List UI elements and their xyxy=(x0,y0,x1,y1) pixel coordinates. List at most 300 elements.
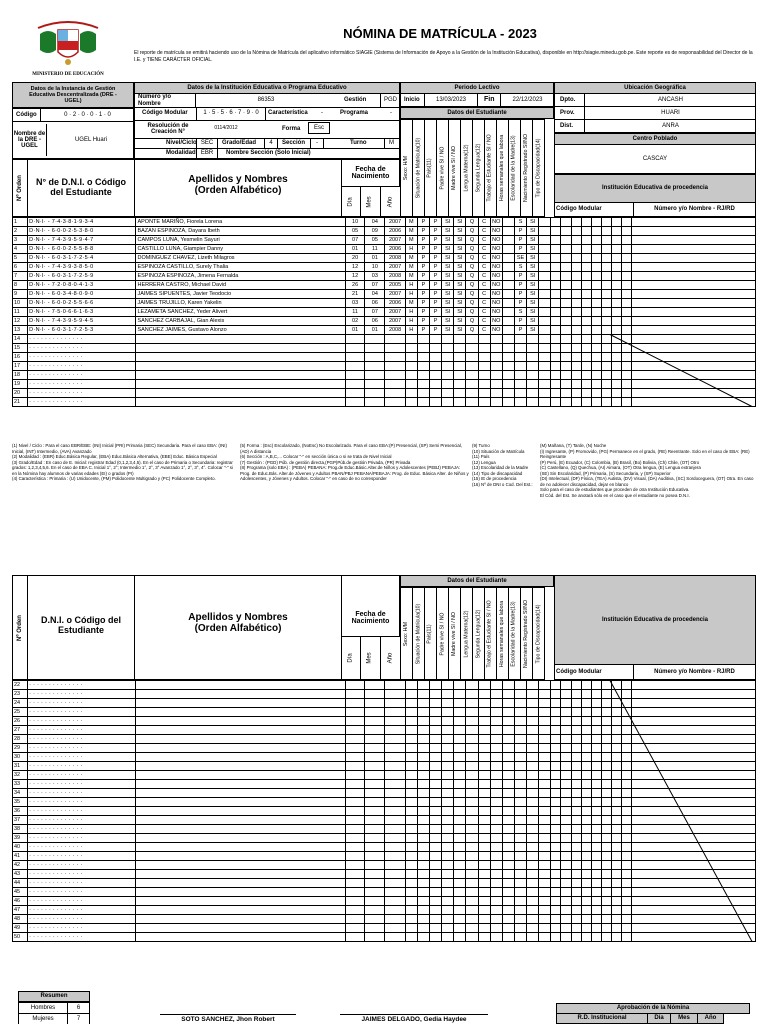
row-number: 11 xyxy=(13,308,28,317)
modular-code-value: 1 · 5 · 5 · 6 · 7 · 9 · 0 xyxy=(196,107,266,120)
dni-cell: · · · · · · · · · · · · · · xyxy=(28,888,136,897)
institution-number: 86353 xyxy=(257,97,275,104)
row-cell: C xyxy=(478,254,490,263)
date-column-header: Día xyxy=(347,196,354,207)
row-cell: NO xyxy=(492,255,501,261)
row-cell: 04 xyxy=(365,290,385,299)
dni-cell: D·N·I· - 7·4·3·8·1·9·3·4 xyxy=(28,218,136,227)
row-cell: P xyxy=(514,236,526,245)
row-number: 21 xyxy=(13,398,28,407)
row-cell: 2006 xyxy=(385,245,405,254)
row-number: 37 xyxy=(13,816,28,825)
vertical-column-header: Tipo de Discapacidad(14) xyxy=(535,138,542,198)
dni-cell: · · · · · · · · · · · · · · xyxy=(28,780,136,789)
signature-director: SOTO SANCHEZ, Jhon Robert xyxy=(160,1014,296,1023)
student-name: ESPINOZA ESPINOZA, Jimena Fernalda xyxy=(136,272,346,281)
dni-cell: · · · · · · · · · · · · · · xyxy=(28,344,136,353)
vertical-column-header: Nacimiento Registrado SI/NO xyxy=(523,599,530,668)
student-name: ESPINOZA CASTILLO, Surely Thalia xyxy=(136,263,346,272)
row-cell: SI xyxy=(454,263,466,272)
row-cell: P xyxy=(417,263,429,272)
row-number: 2 xyxy=(13,227,28,236)
row-cell: H xyxy=(405,245,417,254)
row-cell: P xyxy=(429,308,441,317)
row-cell: P xyxy=(514,281,526,290)
row-number: 50 xyxy=(13,933,28,942)
row-cell: SI xyxy=(442,236,454,245)
dni-cell: · · · · · · · · · · · · · · xyxy=(28,335,136,344)
row-cell: 2007 xyxy=(385,263,405,272)
row-cell: SI xyxy=(442,227,454,236)
row-number: 9 xyxy=(13,290,28,299)
legend-col4: (M) Mañana, (T) Tarde, (N) Noche (I) Ingresante, (P) Promovido, (PG) Permanece en el grado, (RE) Reentrante. Solo en el caso de EBA: (RE) Reingresante (P) Perú, (E) Ecuador, (C) Colombia, (B) Brasil, (Bo) Bolivia, (Ch) Chile, (OT) Otro (C) Castellano, (Q) Quechua, (AI) Aimara, (OT) Otra lengua, (E) Lengua extranjera (SE) Sin Escolaridad, (P) Primaria, (S) Secundaria, y (SP) Superior (DI) Intelectual, (DF) Física, (TEA) Autista, (DV) Visual, (DA) Auditiva, (SC) Sordoceguera, (OT) Otra. En caso de no adolecer discapacidad, dejar en blanco Solo para el caso de estudiantes que proceden de otra Institución Educativa. El Cód. del Est. Se anotará sólo en el caso que el estudiante no posea D.N.I. xyxy=(540,443,754,498)
date-column-header: Día xyxy=(347,653,354,663)
dni-column-header-page2: D.N.I. o Código del Estudiante xyxy=(41,615,121,635)
dni-cell: · · · · · · · · · · · · · · xyxy=(28,681,136,690)
institution-section-title: Datos de la Institución Educativa o Programa Educativo xyxy=(134,82,400,94)
row-cell: M xyxy=(405,299,417,308)
row-cell: NO xyxy=(492,282,501,288)
dni-cell: · · · · · · · · · · · · · · xyxy=(28,807,136,816)
row-number: 49 xyxy=(13,924,28,933)
vertical-column-header: Situación de Matrícula(10) xyxy=(415,603,421,664)
row-cell: 02 xyxy=(346,317,365,326)
row-number: 6 xyxy=(13,263,28,272)
dni-cell: · · · · · · · · · · · · · · xyxy=(28,717,136,726)
resumen-title: Resumen xyxy=(18,991,90,1002)
row-cell: SI xyxy=(527,218,539,227)
row-cell: Q xyxy=(466,245,478,254)
vertical-column-header: Segunda Lengua(12) xyxy=(475,609,481,658)
dni-cell: · · · · · · · · · · · · · · xyxy=(28,906,136,915)
row-cell: 05 xyxy=(365,236,385,245)
dni-cell: · · · · · · · · · · · · · · xyxy=(28,843,136,852)
dni-cell: · · · · · · · · · · · · · · xyxy=(28,371,136,380)
row-number: 40 xyxy=(13,843,28,852)
row-cell: 21 xyxy=(346,290,365,299)
dni-cell: · · · · · · · · · · · · · · xyxy=(28,834,136,843)
row-cell: SI xyxy=(442,308,454,317)
row-cell: NO xyxy=(492,291,501,297)
row-cell: P xyxy=(514,326,526,335)
dni-cell: · · · · · · · · · · · · · · xyxy=(28,825,136,834)
row-cell: Q xyxy=(466,263,478,272)
row-number: 8 xyxy=(13,281,28,290)
vertical-column-header: Sexo: H/M xyxy=(403,155,409,181)
dni-cell: D·N·I· - 7·4·3·9·5·9·4·5 xyxy=(28,317,136,326)
row-number: 15 xyxy=(13,344,28,353)
student-name: DOMINGUEZ CHAVEZ, Lizeth Milagros xyxy=(136,254,346,263)
row-cell: SE xyxy=(514,254,526,263)
aprobacion-title: Aprobación de la Nómina xyxy=(556,1003,750,1014)
vertical-column-header: Madre vive SI / NO xyxy=(451,611,458,656)
row-cell: P xyxy=(417,326,429,335)
row-number: 29 xyxy=(13,744,28,753)
legend-col1: (1) Nivel / Ciclo : Para el caso EBR/EBE: (INI) Inicial (PRI) Primaria (SEC) Secundaria. Para el caso EBA: (INI) Inicial, (INT) Intermedio, (AVA) Avanzado (2) Modalidad : (EBR) Educ.Básica Regular, (EBA) Educ.Básica Alternativa, (EBE) Educ. Básica Especial (3) Grado/Edad : En caso de E. Inicial: registrar Edad (0,1,2,3,4,5). En el caso de Primaria o Secundaria: registrar grados: 1,2,3,4,5,6. En el caso de EBA C. Inicial 1°, 2°; Intermedio 1°, 2°, 3° Avanzado 1°, 2°, 3°, 4°. Colocar "-" si en la Nómina hay alumnos de varias edades (EI) o grados (PI) (4) Característica : Primaria : (U) Unidocente, (PM) Polidocente Multigrado y (PC) Polidocente Completo. xyxy=(12,443,233,481)
dni-cell: · · · · · · · · · · · · · · xyxy=(28,798,136,807)
row-cell: 05 xyxy=(346,227,365,236)
dni-cell: · · · · · · · · · · · · · · xyxy=(28,879,136,888)
row-cell: C xyxy=(478,281,490,290)
dni-cell: D·N·I· - 7·5·0·6·6·1·6·3 xyxy=(28,308,136,317)
legend-col2: (5) Forma : (Esc) Escolarizado, (NoEsc) No Escolarizado. Para el caso EBA:(P) Presencial, (SP) Semi Presencial, (AD) A distancia (6) Sección : A,B,C,... Colocar "-" en sección única o si se trata de Nivel Inicial (7) Gestión : (PGD) Púb. de gestión directa,(PGP)Púb.de gestión Privada, (PR) Privada (8) Programa (solo EBA) : (PEBA) PEBANA: Prog.de Educ.Básic.Alter.de Niños y Adolescentes (PEBJ) PEBAJA: Prog. de Educ.Bás. Alter.de Jóvenes y Adultos PBAN/PBJ PEBANA/PEBAJA: Prog. de Educ. Básica Alter. de Niños y Adolescentes, y Jóvenes y Adultos. Colocar "-" en caso de no corresponder xyxy=(240,443,469,481)
row-number: 41 xyxy=(13,852,28,861)
row-cell: P xyxy=(429,254,441,263)
signature-subdirector: JAIMES DELGADO, Gedia Haydee xyxy=(340,1014,488,1023)
student-name: LEZAMETA SANCHEZ, Yeder Alivert xyxy=(136,308,346,317)
row-cell: P xyxy=(417,290,429,299)
row-number: 13 xyxy=(13,326,28,335)
student-name: CAMPOS LUNA, Yesmelin Sayuri xyxy=(136,236,346,245)
dni-cell: · · · · · · · · · · · · · · xyxy=(28,816,136,825)
dni-cell: · · · · · · · · · · · · · · xyxy=(28,744,136,753)
row-cell: H xyxy=(405,326,417,335)
dni-cell: D·N·I· - 6·0·0·2·5·5·6·6 xyxy=(28,299,136,308)
row-cell: P xyxy=(514,317,526,326)
row-cell: 01 xyxy=(346,326,365,335)
row-cell: C xyxy=(478,227,490,236)
student-name: SANCHEZ JAIMES, Gustavo Alonzo xyxy=(136,326,346,335)
row-number: 48 xyxy=(13,915,28,924)
row-cell: 11 xyxy=(365,245,385,254)
row-cell: SI xyxy=(454,299,466,308)
row-cell: S xyxy=(514,308,526,317)
dni-cell: · · · · · · · · · · · · · · xyxy=(28,762,136,771)
vertical-column-header: Madre vive SI / NO xyxy=(451,146,458,190)
dni-cell: · · · · · · · · · · · · · · xyxy=(28,380,136,389)
row-cell: 01 xyxy=(365,326,385,335)
row-cell: P xyxy=(429,317,441,326)
row-cell: 2005 xyxy=(385,281,405,290)
dni-cell: · · · · · · · · · · · · · · xyxy=(28,897,136,906)
row-cell: SI xyxy=(454,227,466,236)
row-cell: C xyxy=(478,326,490,335)
row-cell: 2007 xyxy=(385,290,405,299)
row-cell: SI xyxy=(527,281,539,290)
vertical-column-header: Lengua Materna(12) xyxy=(463,609,470,658)
row-cell: 11 xyxy=(346,308,365,317)
row-cell: S xyxy=(514,218,526,227)
dni-cell: D·N·I· - 6·0·3·1·7·2·5·4 xyxy=(28,254,136,263)
dni-cell: · · · · · · · · · · · · · · xyxy=(28,353,136,362)
dni-cell: D·N·I· - 6·0·3·1·7·2·5·9 xyxy=(28,272,136,281)
row-cell: SI xyxy=(527,254,539,263)
row-cell: P xyxy=(429,272,441,281)
row-cell: NO xyxy=(492,246,501,252)
cancel-line xyxy=(610,335,752,407)
row-cell: SI xyxy=(527,236,539,245)
row-cell: SI xyxy=(442,281,454,290)
dni-cell: · · · · · · · · · · · · · · xyxy=(28,726,136,735)
student-name: APONTE MARIÑO, Fiorela Lorena xyxy=(136,218,346,227)
row-cell: 07 xyxy=(365,281,385,290)
row-number: 18 xyxy=(13,371,28,380)
ugel-name-label: Nombre de la DRE - UGEL xyxy=(13,124,47,156)
dni-column-header: N° de D.N.I. o Código del Estudiante xyxy=(35,177,127,197)
row-cell: P xyxy=(417,272,429,281)
vertical-column-header: Trabajo el Estudiante SI / NO xyxy=(487,599,493,668)
row-number: 39 xyxy=(13,834,28,843)
row-cell: 07 xyxy=(346,236,365,245)
ugel-name-value: UGEL Huari xyxy=(74,136,108,143)
row-cell: M xyxy=(405,263,417,272)
row-cell: P xyxy=(417,254,429,263)
row-cell: NO xyxy=(492,273,501,279)
row-cell: SI xyxy=(527,308,539,317)
row-cell: H xyxy=(405,317,417,326)
row-number: 26 xyxy=(13,717,28,726)
dni-cell: · · · · · · · · · · · · · · xyxy=(28,789,136,798)
row-cell: SI xyxy=(454,317,466,326)
row-cell: SI xyxy=(442,326,454,335)
row-cell: M xyxy=(405,254,417,263)
row-number: 10 xyxy=(13,299,28,308)
row-cell: Q xyxy=(466,308,478,317)
row-number: 45 xyxy=(13,888,28,897)
vertical-column-header: País(11) xyxy=(427,623,434,644)
vertical-column-header: País(11) xyxy=(427,158,434,178)
row-cell: SI xyxy=(442,245,454,254)
row-cell: P xyxy=(514,227,526,236)
cancel-line xyxy=(610,681,752,942)
row-cell: M xyxy=(405,236,417,245)
row-cell: 2008 xyxy=(385,272,405,281)
row-cell: 03 xyxy=(365,272,385,281)
ugel-section-title: Datos de la Instancia de Gestión Educativa Descentralizada (DRE - UGEL) xyxy=(12,82,134,108)
dni-cell: D·N·I· - 6·0·3·1·7·2·5·3 xyxy=(28,326,136,335)
row-number: 43 xyxy=(13,870,28,879)
row-cell: P xyxy=(514,290,526,299)
row-cell: 2008 xyxy=(385,254,405,263)
nombres-column-header-page2: Apellidos y Nombres (Orden Alfabético) xyxy=(188,612,288,634)
row-cell: C xyxy=(478,236,490,245)
row-cell: Q xyxy=(466,326,478,335)
vertical-column-header: Sexo: H/M xyxy=(403,621,409,646)
datos-estudiante-title: Datos del Estudiante xyxy=(400,107,554,119)
gestion-value: PGD xyxy=(380,94,400,107)
row-cell: C xyxy=(478,218,490,227)
row-cell: 03 xyxy=(346,299,365,308)
row-cell: P xyxy=(417,227,429,236)
periodo-fin: 22/12/2023 xyxy=(500,93,554,107)
row-cell: SI xyxy=(442,290,454,299)
row-number: 20 xyxy=(13,389,28,398)
vertical-column-header: Situación de Matrícula(10) xyxy=(415,137,421,199)
row-number: 34 xyxy=(13,789,28,798)
row-cell: SI xyxy=(454,326,466,335)
dni-cell: · · · · · · · · · · · · · · xyxy=(28,933,136,942)
dni-cell: · · · · · · · · · · · · · · xyxy=(28,699,136,708)
row-cell: H xyxy=(405,290,417,299)
row-cell: NO xyxy=(492,237,501,243)
periodo-title: Periodo Lectivo xyxy=(400,82,554,94)
legend-col3: (9) Turno (10) Situación de Matrícula (11) País (12) Lengua (13) Escolaridad de la Madre (14) Tipo de discapacidad (15) IE de procedencia (16) Nº de DNI o Cod. Del Est.: xyxy=(472,443,533,487)
row-number: 12 xyxy=(13,317,28,326)
row-number: 23 xyxy=(13,690,28,699)
dni-cell: · · · · · · · · · · · · · · xyxy=(28,870,136,879)
row-cell: NO xyxy=(492,309,501,315)
row-cell: P xyxy=(417,281,429,290)
date-column-header: Año xyxy=(387,652,393,664)
row-cell: 10 xyxy=(346,218,365,227)
row-cell: 09 xyxy=(365,227,385,236)
row-cell: M xyxy=(405,227,417,236)
dni-cell: · · · · · · · · · · · · · · xyxy=(28,924,136,933)
row-cell: Q xyxy=(466,227,478,236)
row-cell: SI xyxy=(527,326,539,335)
row-cell: Q xyxy=(466,281,478,290)
row-cell: SI xyxy=(454,308,466,317)
row-cell: 2007 xyxy=(385,308,405,317)
row-number: 35 xyxy=(13,798,28,807)
ugel-code-label: Código xyxy=(16,111,37,118)
row-number: 5 xyxy=(13,254,28,263)
row-cell: SI xyxy=(442,218,454,227)
row-number: 1 xyxy=(13,218,28,227)
student-name: CASTILLO LUNA, Giampier Danny xyxy=(136,245,346,254)
hombres-count: 6 xyxy=(76,1004,81,1011)
row-number: 27 xyxy=(13,726,28,735)
row-cell: C xyxy=(478,290,490,299)
row-cell: SI xyxy=(454,290,466,299)
row-cell: 06 xyxy=(365,317,385,326)
vertical-column-header: Padre vive SI / NO xyxy=(439,146,445,190)
row-cell: SI xyxy=(454,218,466,227)
row-cell: Q xyxy=(466,236,478,245)
page-description: El reporte de matrícula se emitirá haciendo uso de la Nómina de Matrícula del aplicativo informático SIAGIE (Sistema de Información de Apoyo a la Gestión de la Institución Educativa), disponible en http://siagie.minedu.gob.pe. Este reporte es de responsabilidad del Director de la I.E. y TIENE CARÁCTER OFICIAL. xyxy=(134,50,753,63)
row-cell: 01 xyxy=(346,245,365,254)
row-cell: 10 xyxy=(365,263,385,272)
vertical-column-header: Escolaridad de la Madre(13) xyxy=(511,135,518,201)
vertical-column-header: Segunda Lengua(12) xyxy=(475,143,481,193)
ubicacion-title: Ubicación Geográfica xyxy=(554,82,756,94)
dni-cell: · · · · · · · · · · · · · · xyxy=(28,771,136,780)
row-number: 4 xyxy=(13,245,28,254)
row-number: 30 xyxy=(13,753,28,762)
row-cell: SI xyxy=(442,263,454,272)
row-cell: SI xyxy=(454,272,466,281)
page-title: NÓMINA DE MATRÍCULA - 2023 xyxy=(343,26,537,41)
vertical-column-header: Tipo de Discapacidad(14) xyxy=(535,604,542,663)
row-cell: 26 xyxy=(346,281,365,290)
ugel-code-value: 0 · 2 · 0 · 0 · 1 · 0 xyxy=(40,108,134,122)
row-cell: H xyxy=(405,281,417,290)
periodo-inicio: 13/03/2023 xyxy=(424,93,478,107)
row-cell: 2007 xyxy=(385,236,405,245)
row-number: 22 xyxy=(13,681,28,690)
row-number: 36 xyxy=(13,807,28,816)
row-number: 28 xyxy=(13,735,28,744)
row-number: 46 xyxy=(13,897,28,906)
row-cell: SI xyxy=(454,236,466,245)
dni-cell: D·N·I· - 7·4·3·9·5·9·4·7 xyxy=(28,236,136,245)
row-cell: C xyxy=(478,245,490,254)
row-number: 19 xyxy=(13,380,28,389)
row-cell: P xyxy=(429,227,441,236)
row-cell: Q xyxy=(466,254,478,263)
row-number: 3 xyxy=(13,236,28,245)
row-number: 38 xyxy=(13,825,28,834)
dni-cell: D·N·I· - 6·0·0·2·5·3·8·0 xyxy=(28,227,136,236)
row-number: 47 xyxy=(13,906,28,915)
row-cell: SI xyxy=(454,254,466,263)
row-cell: SI xyxy=(527,245,539,254)
row-cell: S xyxy=(514,263,526,272)
row-cell: P xyxy=(429,236,441,245)
row-cell: 20 xyxy=(346,254,365,263)
row-cell: P xyxy=(514,272,526,281)
dni-cell: · · · · · · · · · · · · · · xyxy=(28,389,136,398)
row-cell: M xyxy=(405,272,417,281)
student-name: JAIMES TRUJILLO, Karen Yakelin xyxy=(136,299,346,308)
vertical-column-header: Horas semanales que labora xyxy=(499,600,506,667)
row-cell: P xyxy=(429,218,441,227)
dni-cell: · · · · · · · · · · · · · · xyxy=(28,735,136,744)
row-cell: SI xyxy=(442,254,454,263)
dni-cell: D·N·I· - 7·4·3·9·3·8·5·0 xyxy=(28,263,136,272)
row-number: 25 xyxy=(13,708,28,717)
row-cell: 07 xyxy=(365,308,385,317)
row-cell: Q xyxy=(466,272,478,281)
vertical-column-header: Trabajo el Estudiante SI / NO xyxy=(487,134,493,202)
row-cell: NO xyxy=(492,327,501,333)
date-column-header: Mes xyxy=(367,195,373,208)
row-cell: Q xyxy=(466,299,478,308)
row-cell: Q xyxy=(466,218,478,227)
vertical-column-header: Padre vive SI / NO xyxy=(439,612,445,655)
row-cell: P xyxy=(429,245,441,254)
row-cell: P xyxy=(514,299,526,308)
dni-cell: · · · · · · · · · · · · · · xyxy=(28,690,136,699)
row-cell: 2006 xyxy=(385,227,405,236)
row-cell: 2007 xyxy=(385,317,405,326)
vertical-column-header: Escolaridad de la Madre(13) xyxy=(511,600,518,667)
vertical-column-header: Lengua Materna(12) xyxy=(463,144,470,192)
row-number: 44 xyxy=(13,879,28,888)
row-cell: 2006 xyxy=(385,299,405,308)
row-cell: C xyxy=(478,317,490,326)
dni-cell: · · · · · · · · · · · · · · xyxy=(28,861,136,870)
row-number: 33 xyxy=(13,780,28,789)
row-cell: Q xyxy=(466,290,478,299)
nombres-column-header: Apellidos y Nombres (Orden Alfabético) xyxy=(188,174,288,196)
row-cell: SI xyxy=(527,227,539,236)
row-cell: P xyxy=(417,245,429,254)
row-cell: 12 xyxy=(346,272,365,281)
row-cell: P xyxy=(429,299,441,308)
row-cell: P xyxy=(429,281,441,290)
dni-cell: D·N·I· - 6·0·0·2·5·5·8·8 xyxy=(28,245,136,254)
row-cell: C xyxy=(478,263,490,272)
row-cell: SI xyxy=(527,317,539,326)
row-cell: 06 xyxy=(365,299,385,308)
row-cell: 12 xyxy=(346,263,365,272)
date-column-header: Año xyxy=(387,196,393,207)
row-cell: SI xyxy=(454,281,466,290)
row-cell: 2008 xyxy=(385,326,405,335)
row-cell: SI xyxy=(527,263,539,272)
row-number: 32 xyxy=(13,771,28,780)
vertical-column-header: Horas semanales que labora xyxy=(499,134,506,202)
row-number: 24 xyxy=(13,699,28,708)
row-cell: SI xyxy=(527,290,539,299)
dni-cell: · · · · · · · · · · · · · · xyxy=(28,398,136,407)
row-cell: 2007 xyxy=(385,218,405,227)
row-cell: H xyxy=(405,308,417,317)
row-cell: NO xyxy=(492,318,501,324)
row-cell: C xyxy=(478,308,490,317)
row-cell: P xyxy=(429,326,441,335)
